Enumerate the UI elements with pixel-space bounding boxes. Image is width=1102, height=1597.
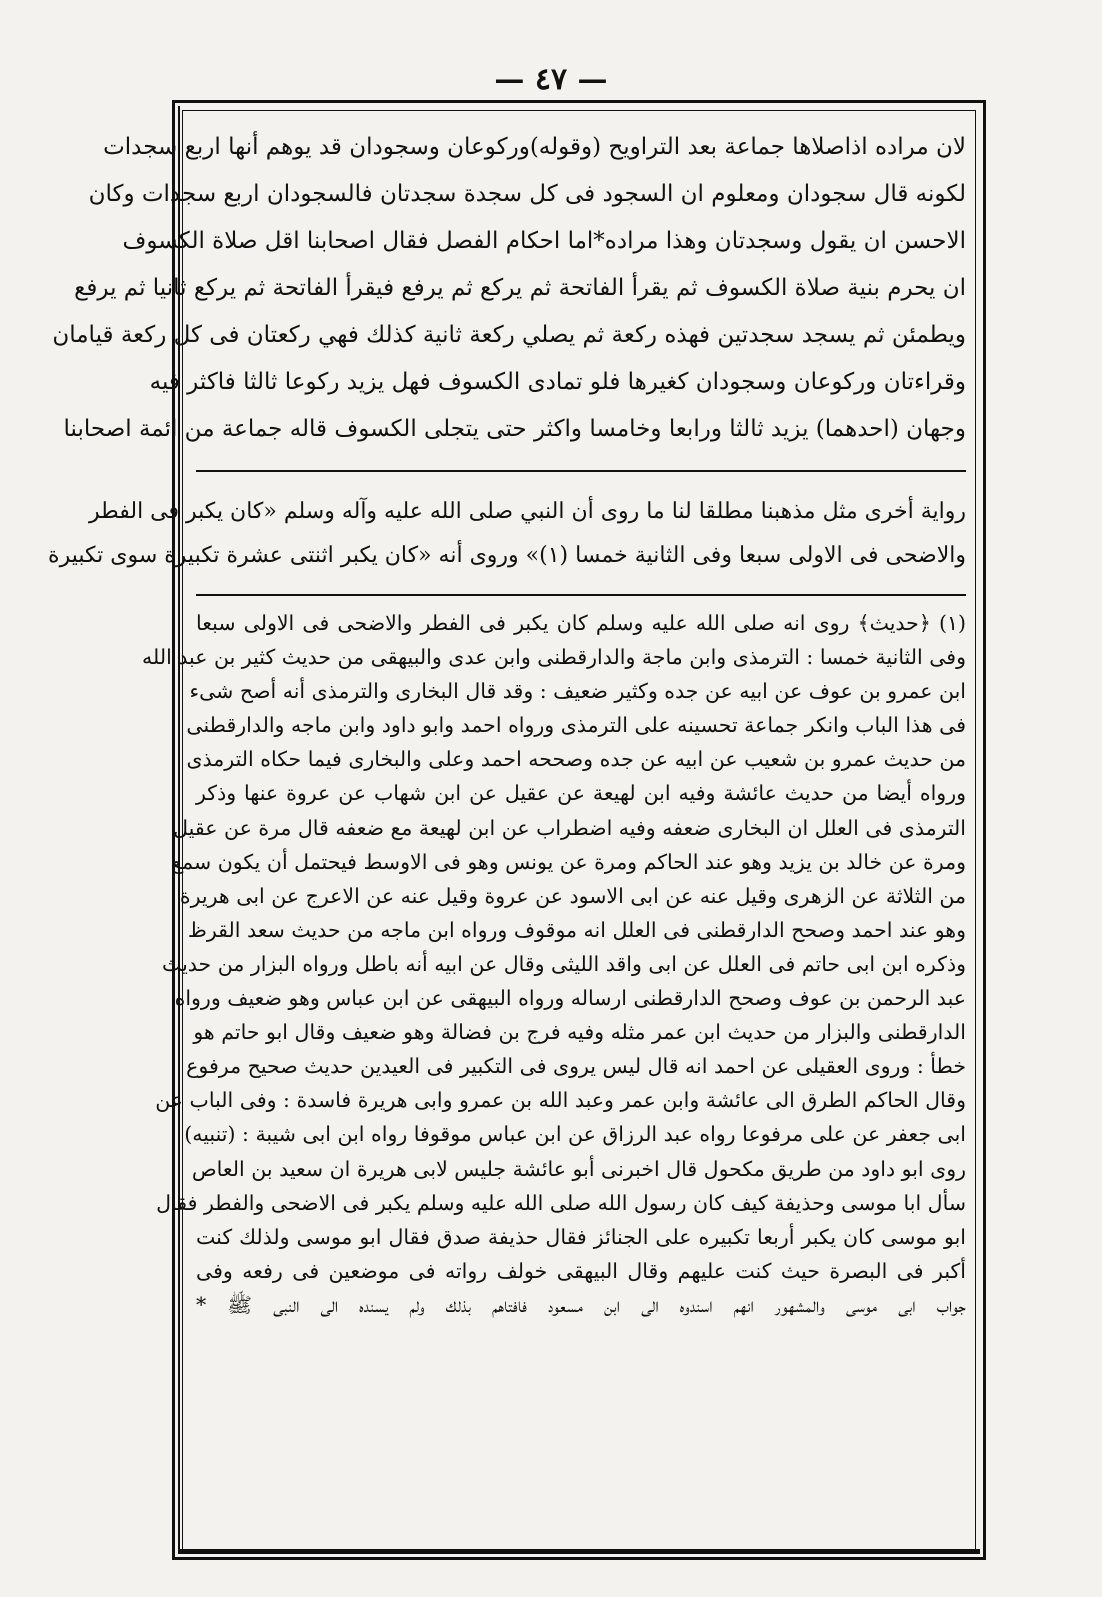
footnote-line: أكبر فى البصرة حيث كنت عليهم وقال البيهقى خولف رواته فى موضعين فى رفعه وفى [196, 1258, 966, 1283]
footnote-line: فى هذا الباب وانكر جماعة تحسينه على الترمذى ورواه احمد وابو داود وابن ماجه والدارقطنى [186, 713, 966, 738]
footnote-line: عبد الرحمن بن عوف وصحح الدارقطنى ارساله ورواه البيهقى عن ابن عباس وهو ضعيف ورواه [174, 986, 966, 1011]
main-text-line: وجهان (احدهما) يزيد ثالثا ورابعا وخامسا واكثر حتى يتجلى الكسوف قاله جماعة من ائمة اصحابنا [63, 416, 966, 442]
footnote-line: ابى جعفر عن على مرفوعا رواه عبد الرزاق عن ابن عباس موقوفا رواه ابن ابى شيبة : (تنبيه) [184, 1122, 966, 1147]
footnote-line: جواب ابى موسى والمشهور انهم اسندوه الى ابن مسعود فافتاهم بذلك ولم يسنده الى النبى ﷺ * [196, 1292, 966, 1317]
footnote-line: خطأ : وروى العقيلى عن احمد انه قال ليس يروى فى التكبير فى العيدين حديث صحيح مرفوع [186, 1054, 966, 1079]
footnote-line: ومرة عن خالد بن يزيد وهو عند الحاكم ومرة عن يونس وهو فى الاوسط فيحتمل أن يكون سمع [171, 849, 966, 874]
footnote-line: الترمذى فى العلل ان البخارى ضعفه وفيه اضطراب عن ابن لهيعة مع ضعفه قال مرة عن عقيل [173, 815, 966, 840]
footnote-line: الدارقطنى والبزار من حديث ابن عمر مثله وفيه فرج بن فضالة وهو ضعيف وقال ابو حاتم هو [193, 1020, 966, 1045]
footnote-line: وذكره ابن ابى حاتم فى العلل عن ابى واقد الليثى وقال عن ابيه أنه باطل ورواه البزار من حديث [161, 951, 966, 976]
main-text-line: ان يحرم بنية صلاة الكسوف ثم يقرأ الفاتحة ثم يركع ثم يرفع فيقرأ الفاتحة ثم يركع ثانيا ثم يرفع [74, 275, 966, 301]
footnote-line: ابو موسى كان يكبر أربعا تكبيره على الجنائز فقال حذيفة صدق فقال ابو موسى ولذلك كنت [196, 1224, 966, 1249]
footnote-line: وهو عند احمد وصحح الدارقطنى فى العلل انه موقوف ورواه ابن ماجه من حديث سعد القرظ [187, 917, 966, 942]
main-text-line: ويطمئن ثم يسجد سجدتين فهذه ركعة ثم يصلي ركعة ثانية كذلك فهي ركعتان فى كل ركعة قيامان [52, 322, 966, 348]
footnote-line: وفى الثانية خمسا : الترمذى وابن ماجة والدارقطنى وابن عدى والبيهقى من حديث كثير بن عبد الله [142, 645, 966, 670]
footnote-line: من حديث عمرو بن شعيب عن ابيه عن جده وصححه احمد وعلى والبخارى فيما حكاه الترمذى [186, 747, 966, 772]
footnote-line: سأل ابا موسى وحذيفة كيف كان رسول الله صلى الله عليه وسلم يكبر فى الاضحى والفطر فقال [156, 1190, 966, 1215]
main-text-block [52, 124, 966, 453]
second-text-line: رواية أخرى مثل مذهبنا مطلقا لنا ما روى أن النبي صلى الله عليه وآله وسلم «كان يكبر فى الفطر [89, 499, 966, 524]
footnote-line: من الثلاثة عن الزهرى وقيل عنه عن ابى الاسود عن عروة وقيل عنه عن الاعرج عن ابى هريرة [179, 883, 966, 908]
second-text-line: والاضحى فى الاولى سبعا وفى الثانية خمسا (١)» وروى أنه «كان يكبر اثنتى عشرة تكبيرة سوى تكبيرة [48, 543, 966, 568]
section-divider-bottom [196, 594, 966, 596]
second-text-block [48, 490, 966, 578]
main-text-line: لكونه قال سجودان ومعلوم ان السجود فى كل سجدة سجدتان فالسجودان اربع سجدات وكان [88, 181, 966, 207]
footnote-line: روى ابو داود من طريق مكحول قال اخبرنى أبو عائشة جليس لابى هريرة ان سعيد بن العاص [191, 1156, 966, 1181]
footnote-text-block [142, 606, 966, 1322]
main-text-line: لان مراده اذاصلاها جماعة بعد التراويح (وقوله)وركوعان وسجودان قد يوهم أنها اربع سجدات [103, 134, 966, 160]
main-text-line: وقراءتان وركوعان وسجودان كغيرها فلو تمادى الكسوف فهل يزيد ركوعا ثالثا فاكثر فيه [149, 369, 966, 395]
footnote-line: وقال الحاكم الطرق الى عائشة وابن عمر وعبد الله بن عمرو وابى هريرة فاسدة : وفى الباب عن [155, 1088, 966, 1113]
footnote-line: ورواه أيضا من حديث عائشة وفيه ابن لهيعة عن عقيل عن ابن شهاب عن عروة عنها وذكر [196, 781, 966, 806]
footnote-line: ابن عمرو بن عوف عن ابيه عن جده وكثير ضعيف : وقد قال البخارى والترمذى أنه أصح شىء [189, 679, 966, 704]
page-number: — ٤٧ — [494, 62, 608, 97]
section-divider-top [196, 470, 966, 472]
main-text-line: الاحسن ان يقول وسجدتان وهذا مراده*اما احكام الفصل فقال اصحابنا اقل صلاة الكسوف [122, 228, 966, 254]
footnote-line: (١) ﴿حديث﴾ روى انه صلى الله عليه وسلم كان يكبر فى الفطر والاضحى فى الاولى سبعا [196, 611, 966, 635]
